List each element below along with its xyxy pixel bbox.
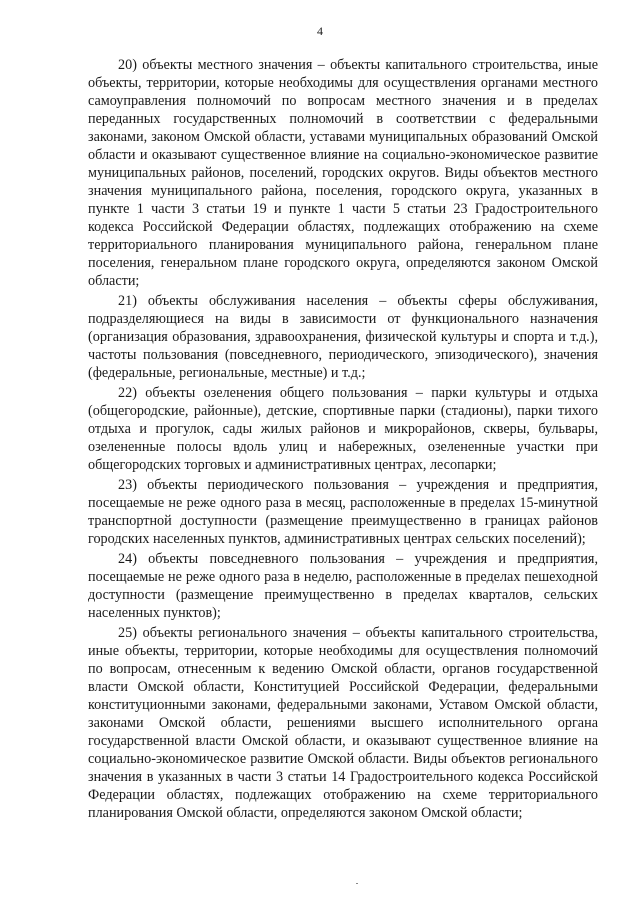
page-number: 4 [317,24,323,38]
paragraph-25: 25) объекты регионального значения – объекты капитального строительства, иные объекты, территории, которые необходимы для осуществления полномочий по вопросам, отнесенным к ведению Омской области, органов государственной власти Омской области, Конституцией Российской Федерации, федеральными конституционными законами, федеральными законами, Уставом Омской области, законами Омской области, решениями высшего исполнительного органа государственной власти Омской области, и оказывают существенное влияние на социально-экономическое развитие Омской области. Виды объектов регионального значения в указанных в части 3 статьи 14 Градостроительного кодекса Российской Федерации областях, подлежащих отображению на схеме территориального планирования Омской области, определяются законом Омской области; [88,625,598,821]
paragraph-23: 23) объекты периодического пользования – учреждения и предприятия, посещаемые не реже одного раза в месяц, расположенные в пределах 15-минутной транспортной доступности (размещение преимущественно в границах районов городских населенных пунктов, административных центрах сельских поселений); [88,477,598,547]
paragraph-22: 22) объекты озеленения общего пользования – парки культуры и отдыха (общегородские, районные), детские, спортивные парки (стадионы), парки тихого отдыха и прогулок, сады жилых районов и микрорайонов, скверы, бульвары, озелененные полосы вдоль улиц и набережных, озелененные участки при общегородских торговых и административных центрах, лесопарки; [88,385,598,473]
paragraph-21: 21) объекты обслуживания населения – объекты сферы обслуживания, подразделяющиеся на виды в зависимости от функционального назначения (организация образования, здравоохранения, физической культуры и спорта и т.д.), частоты пользования (повседневного, периодического, эпизодического), значения (федеральные, региональные, местные) и т.д.; [88,293,598,381]
paragraph-24: 24) объекты повседневного пользования – учреждения и предприятия, посещаемые не реже одного раза в неделю, расположенные в пределах пешеходной доступности (размещение преимущественно в пределах кварталов, сельских населенных пунктов); [88,551,598,621]
scan-artifact [356,883,358,884]
paragraph-20: 20) объекты местного значения – объекты капитального строительства, иные объекты, территории, которые необходимы для осуществления органами местного самоуправления полномочий по вопросам местного значения и в пределах переданных государственных полномочий в соответствии с федеральными законами, законом Омской области, уставами муниципальных образований Омской области и оказывают существенное влияние на социально-экономическое развитие муниципальных районов, поселений, городских округов. Виды объектов местного значения муниципального района, поселения, городского округа, указанных в пункте 1 части 3 статьи 19 и пункте 1 части 5 статьи 23 Градостроительного кодекса Российской Федерации областях, подлежащих отображению на схеме территориального планирования муниципального района, генеральном плане поселения, генеральном плане городского округа, определяются законом Омской области; [88,57,598,289]
document-body [88,56,598,824]
